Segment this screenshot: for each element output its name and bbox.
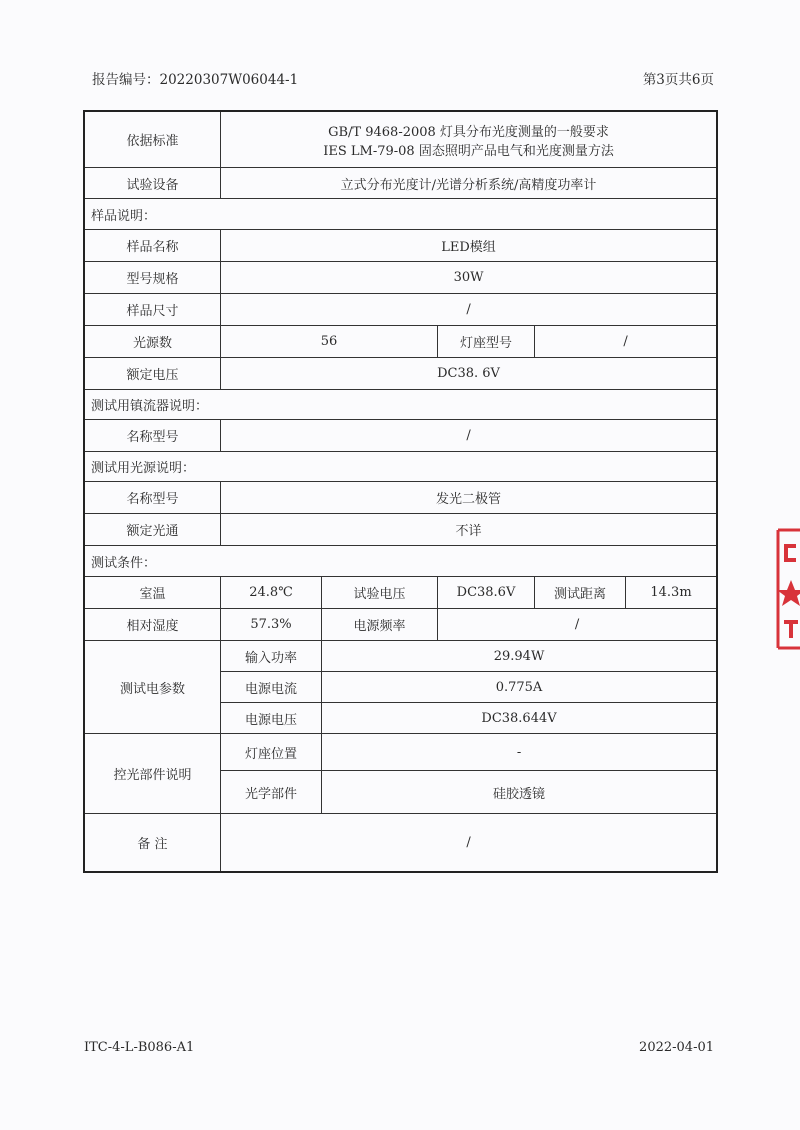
report-table (84, 111, 717, 872)
socket-model-value: / (535, 326, 717, 358)
sample-size-row (85, 294, 717, 326)
humidity-row (85, 609, 717, 641)
elec-params-label: 测试电参数 (85, 641, 221, 734)
optic-part-value: 硅胶透镜 (322, 771, 717, 814)
issue-date: 2022-04-01 (639, 1040, 714, 1055)
ballast-model-row (85, 420, 717, 452)
basis-row (85, 112, 717, 168)
ballast-section-title: 测试用镇流器说明： (85, 390, 717, 420)
light-count-row (85, 326, 717, 358)
supply-voltage-value: DC38.644V (322, 703, 717, 734)
temp-label: 室温 (85, 577, 221, 609)
distance-value: 14.3m (626, 577, 717, 609)
light-count-label: 光源数 (85, 326, 221, 358)
sample-section-title: 样品说明： (85, 199, 717, 230)
equipment-value: 立式分布光度计/光谱分析系统/高精度功率计 (221, 168, 717, 199)
power-label: 输入功率 (221, 641, 322, 672)
humidity-value: 57.3% (221, 609, 322, 641)
test-voltage-label: 试验电压 (322, 577, 438, 609)
form-code: ITC-4-L-B086-A1 (84, 1040, 195, 1055)
remark-row (85, 814, 717, 872)
test-voltage-value: DC38.6V (438, 577, 535, 609)
rated-voltage-row (85, 358, 717, 390)
conditions-section-row (85, 546, 717, 577)
ballast-section-row (85, 390, 717, 420)
remark-value: / (221, 814, 717, 872)
sample-section-row (85, 199, 717, 230)
rated-voltage-label: 额定电压 (85, 358, 221, 390)
sample-name-label: 样品名称 (85, 230, 221, 262)
socket-model-label: 灯座型号 (438, 326, 535, 358)
source-flux-label: 额定光通 (85, 514, 221, 546)
current-label: 电源电流 (221, 672, 322, 703)
temp-value: 24.8℃ (221, 577, 322, 609)
source-model-row (85, 482, 717, 514)
socket-position-label: 灯座位置 (221, 734, 322, 771)
power-value: 29.94W (322, 641, 717, 672)
equipment-label: 试验设备 (85, 168, 221, 199)
conditions-section-title: 测试条件： (85, 546, 717, 577)
basis-label: 依据标准 (85, 112, 221, 168)
socket-position-value: - (322, 734, 717, 771)
optic-part-label: 光学部件 (221, 771, 322, 814)
sample-name-row (85, 230, 717, 262)
remark-label: 备 注 (85, 814, 221, 872)
basis-line-2: IES LM-79-08 固态照明产品电气和光度测量方法 (323, 143, 614, 159)
source-section-title: 测试用光源说明： (85, 452, 717, 482)
source-flux-value: 不详 (221, 514, 717, 546)
source-model-value: 发光二极管 (221, 482, 717, 514)
supply-voltage-label: 电源电压 (221, 703, 322, 734)
temp-row (85, 577, 717, 609)
sample-size-label: 样品尺寸 (85, 294, 221, 326)
basis-line-1: GB/T 9468-2008 灯具分布光度测量的一般要求 (328, 124, 609, 140)
socket-position-row (85, 734, 717, 771)
distance-label: 测试距离 (535, 577, 626, 609)
sample-model-label: 型号规格 (85, 262, 221, 294)
current-value: 0.775A (322, 672, 717, 703)
humidity-label: 相对湿度 (85, 609, 221, 641)
sample-model-value: 30W (221, 262, 717, 294)
light-count-value: 56 (221, 326, 438, 358)
optic-control-label: 控光部件说明 (85, 734, 221, 814)
ballast-model-value: / (221, 420, 717, 452)
rated-voltage-value: DC38. 6V (221, 358, 717, 390)
page-info: 第3页共6页 (642, 72, 714, 88)
freq-value: / (438, 609, 717, 641)
source-section-row (85, 452, 717, 482)
ballast-model-label: 名称型号 (85, 420, 221, 452)
source-flux-row (85, 514, 717, 546)
power-row (85, 641, 717, 672)
freq-label: 电源频率 (322, 609, 438, 641)
basis-value (221, 112, 717, 168)
source-model-label: 名称型号 (85, 482, 221, 514)
equipment-row (85, 168, 717, 199)
sample-model-row (85, 262, 717, 294)
seal-stamp-fragment (764, 520, 800, 660)
report-number: 报告编号：20220307W06044-1 (92, 72, 299, 88)
sample-size-value: / (221, 294, 717, 326)
sample-name-value: LED模组 (221, 230, 717, 262)
